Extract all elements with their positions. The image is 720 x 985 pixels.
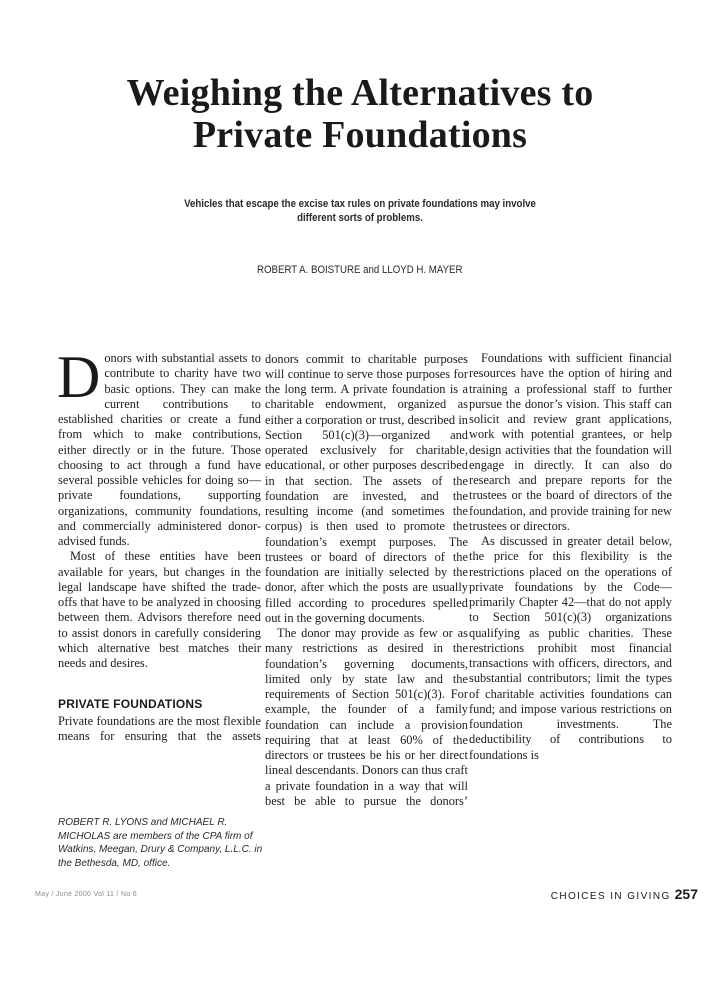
column-2-clip [265,351,468,809]
body-column-2 [265,351,468,809]
author-names: ROBERT A. BOISTURE and LLOYD H. MAYER [257,264,463,276]
page-number: 257 [674,886,698,902]
author-bio: ROBERT R. LYONS and MICHAEL R. MICHOLAS are members of the CPA firm of Watkins, Meegan, Drury & Company, L.L.C. in the Bethesda, MD, office. [58,817,263,869]
column-2-flow [265,351,468,809]
paragraph: As discussed in greater detail below, the price for this flexibility is the restrictions placed on the operations of private foundations by the Code—primarily Chapter 42—that do not apply to Section 501(c)(3) organizations qualifying as public charities. These restrictions prohibit most financial transactions with officers, directors, and substantial contributors; limit the types of charitable activities foundations can fund; and impose various restrictions on foundation investments. The deductibility of contributions to foundations is [469,534,672,762]
running-footer [551,886,698,902]
paragraph: The donor may provide as few or as many restrictions as desired in the foundation’s governing documents, limited only by state law and the requirements of Section 501(c)(3). For example, the founder of a family foundation can include a provision requiring that at least 60% of the directors or trustees be his or her direct lineal descendants. Donors can thus craft a private foundation in a way that will best be able to pursue the donors’ [265,626,468,808]
body-column-3 [469,351,672,809]
paragraph-text: donors commit to charitable purposes will continue to serve those purposes for the long term. A private foundation is a charitable endowment, organized as either a corporation or trust, described in Section 501(c)(3)—organized and operated exclusively for charitable, educational, or other purposes described in that section. The assets of the foundation are invested, and the resulting income (and sometimes the corpus) is then used to promote the foundation’s exempt purposes. The trustees or board of directors of the foundation are initially selected by the donor, after which the posts are usually filled according to procedures spelled out in the governing documents. [265,351,468,625]
paragraph-continued [265,351,468,626]
column-3-clip [469,351,672,809]
column-3-flow [469,351,672,763]
body-column-1 [57,344,261,744]
drop-cap: D [57,344,101,410]
issue-info: May / June 2000 Vol 11 / No 6 [35,891,137,898]
paragraph: Foundations with sufficient financial resources have the option of hiring and training a professional staff to further pursue the donor’s vision. This staff can solicit and review grant applications, work with potential grantees, or help design activities that the foundation will engage in directly. It can also do research and prepare reports for the trustees or the board of directors of the foundation, and provide training for new trustees or directors. [469,351,672,533]
paragraph-intro-text: onors with substantial assets to contribute to charity have two basic options. They can make current contributions to established charities or create a fund from which to make contributions, either directly or in the future. Those choosing to act through a fund have several possible vehicles for doing so—private foundations, supporting organizations, community foundations, and commercially administered donor-advised funds. [58,351,261,548]
paragraph: Most of these entities have been available for years, but changes in the legal landscape have shifted the trade-offs that have to be analyzed in choosing between them. Advisors therefore need to assist donors in carefully considering which alternative best matches their needs and desires. [58,549,261,670]
paragraph-intro [57,344,261,549]
paragraph-col1-tail [58,714,261,744]
byline [0,264,720,276]
paragraph-text: Private foundations are the most flexible means for ensuring that the assets [58,713,261,743]
article-title [0,72,720,156]
section-heading: PRIVATE FOUNDATIONS [58,697,203,712]
article-title-line-1: Weighing the Alternatives to [126,72,594,114]
article-subtitle: Vehicles that escape the excise tax rules on private foundations may involve different sorts of problems. [184,198,536,224]
section-name: CHOICES IN GIVING [550,891,671,902]
article-title-line-2: Private Foundations [192,114,528,156]
